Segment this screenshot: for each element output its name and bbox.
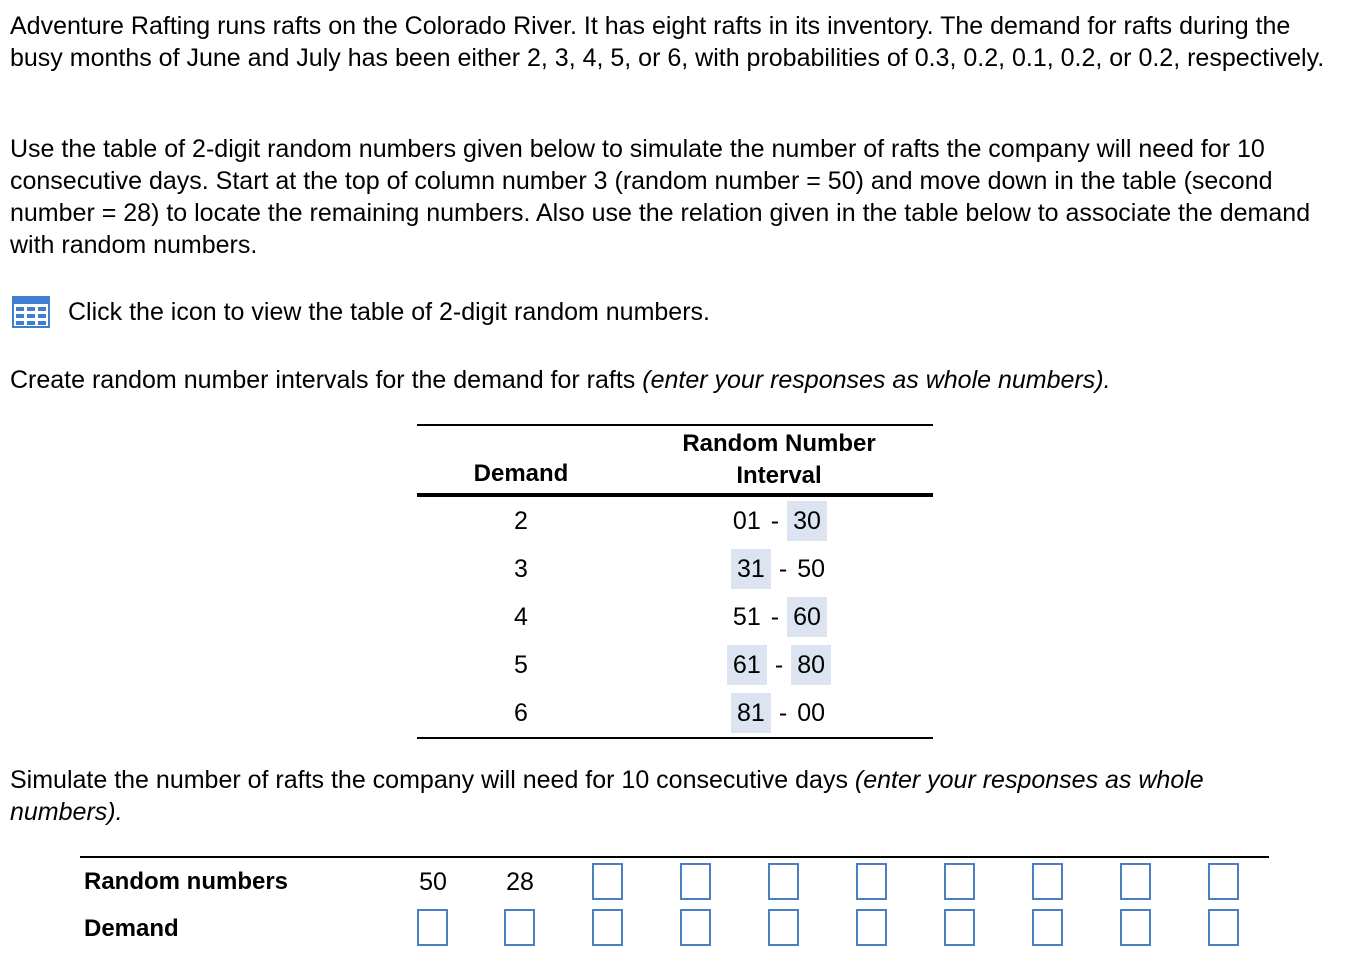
header-interval: [655, 428, 903, 492]
demand-input[interactable]: [1032, 909, 1063, 946]
demand-value: 2: [514, 506, 528, 535]
random-number-input[interactable]: [1208, 863, 1239, 900]
interval-row: [417, 594, 933, 640]
demand-input[interactable]: [1120, 909, 1151, 946]
demand-value: 6: [514, 698, 528, 727]
interval-low[interactable]: 81: [731, 693, 771, 733]
table-rule: [417, 424, 933, 426]
interval-cell: [655, 642, 903, 688]
problem-instructions: Use the table of 2-digit random numbers given below to simulate the number of rafts the company will need for 10 consecutive days. Start at the top of column number 3 (random number = 50) and move down in the table (second number = 28) to locate the remaining numbers. Also use the relation given in the table below to associate the demand with random numbers.: [10, 135, 1311, 259]
interval-low: 01: [732, 507, 761, 535]
simulation-table: [80, 856, 1269, 954]
interval-cell: [655, 594, 903, 640]
interval-low: 51: [732, 603, 761, 631]
demand-input[interactable]: [417, 909, 448, 946]
random-number-input[interactable]: [768, 863, 799, 900]
problem-intro: Adventure Rafting runs rafts on the Colorado River. It has eight rafts in its inventory. The demand for rafts during the busy months of June and July has been either 2, 3, 4, 5, or 6, with probabilities of 0.3, 0.2, 0.1, 0.2, or 0.2, respectively.: [10, 12, 1325, 72]
row-label-random-numbers: Random numbers: [84, 868, 289, 895]
question-simulation-text: Simulate the number of rafts the company will need for 10 consecutive days: [10, 766, 855, 794]
interval-high[interactable]: 80: [791, 645, 831, 685]
header-interval-line1: Random Number: [682, 430, 876, 457]
random-number-given: 50: [419, 868, 447, 896]
interval-row: [417, 546, 933, 592]
question-intervals-hint: (enter your responses as whole numbers).: [642, 366, 1111, 394]
interval-dash: -: [778, 698, 788, 727]
header-demand: Demand: [473, 460, 569, 487]
table-grid-icon[interactable]: [12, 296, 50, 328]
header-interval-line2: Interval: [736, 462, 822, 489]
interval-dash: -: [770, 506, 780, 535]
demand-input[interactable]: [768, 909, 799, 946]
random-table-link-text: Click the icon to view the table of 2-digit random numbers.: [68, 297, 710, 326]
row-label-demand: Demand: [84, 915, 179, 942]
question-intervals: [10, 364, 1330, 396]
random-table-link-row: [12, 294, 710, 330]
interval-row: [417, 690, 933, 736]
interval-cell: [655, 690, 903, 736]
demand-value: 5: [514, 650, 528, 679]
interval-high: 50: [797, 555, 826, 583]
interval-cell: [655, 498, 903, 544]
demand-input[interactable]: [1208, 909, 1239, 946]
random-number-input[interactable]: [680, 863, 711, 900]
interval-row: [417, 642, 933, 688]
table-rule: [417, 737, 933, 739]
demand-input[interactable]: [680, 909, 711, 946]
demand-input[interactable]: [592, 909, 623, 946]
table-rule: [417, 493, 933, 497]
demand-input[interactable]: [944, 909, 975, 946]
question-intervals-text: Create random number intervals for the demand for rafts: [10, 366, 643, 394]
interval-high[interactable]: 30: [787, 501, 827, 541]
demand-value: 3: [514, 554, 528, 583]
interval-high[interactable]: 60: [787, 597, 827, 637]
interval-high: 00: [797, 699, 826, 727]
table-rule: [80, 856, 1269, 858]
random-number-input[interactable]: [944, 863, 975, 900]
question-simulation-hint: (enter your responses as whole numbers).: [10, 766, 1204, 826]
demand-input[interactable]: [504, 909, 535, 946]
random-number-input[interactable]: [1120, 863, 1151, 900]
random-number-given: 28: [506, 868, 534, 896]
interval-dash: -: [774, 650, 784, 679]
interval-dash: -: [778, 554, 788, 583]
random-number-input[interactable]: [856, 863, 887, 900]
interval-low[interactable]: 61: [727, 645, 767, 685]
random-number-input[interactable]: [1032, 863, 1063, 900]
interval-low[interactable]: 31: [731, 549, 771, 589]
question-simulation: [10, 764, 1310, 828]
random-number-input[interactable]: [592, 863, 623, 900]
demand-input[interactable]: [856, 909, 887, 946]
demand-value: 4: [514, 602, 528, 631]
interval-dash: -: [770, 602, 780, 631]
interval-row: [417, 498, 933, 544]
interval-cell: [655, 546, 903, 592]
